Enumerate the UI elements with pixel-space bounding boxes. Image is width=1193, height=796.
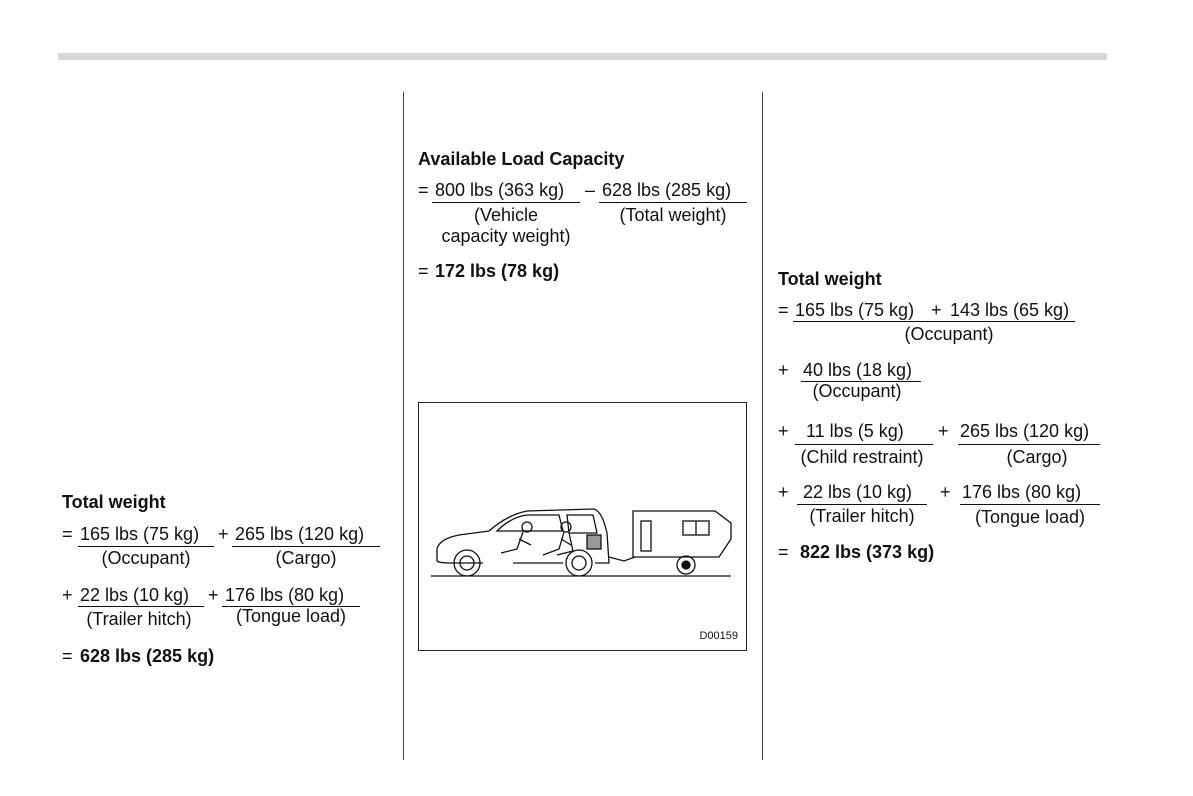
col2-vehicle-capacity-label	[430, 205, 582, 247]
col3-cargo-rule	[958, 444, 1100, 445]
trailer-hitch	[609, 557, 635, 561]
col2-eq-sign: =	[418, 180, 429, 200]
col3-heading: Total weight	[778, 269, 882, 289]
col1-occupant-value: 165 lbs (75 kg)	[80, 524, 200, 544]
col3-tongue-load-value: 176 lbs (80 kg)	[962, 482, 1082, 502]
col2-total-weight-label: (Total weight)	[619, 205, 727, 225]
col3-trailer-hitch-rule	[797, 504, 927, 505]
towing-illustration	[418, 402, 747, 651]
col1-trailer-hitch-label: (Trailer hitch)	[86, 609, 192, 629]
col3-occupant-value-1: 165 lbs (75 kg)	[795, 300, 915, 320]
col1-cargo-label: (Cargo)	[275, 548, 337, 568]
col1-cargo-rule	[232, 546, 380, 547]
col1-cargo-value: 265 lbs (120 kg)	[235, 524, 365, 544]
col3-trailer-hitch-label: (Trailer hitch)	[809, 506, 915, 526]
col2-vehicle-capacity-label-line2: capacity weight)	[441, 226, 571, 246]
col2-total-weight-rule	[599, 202, 747, 203]
rear-wheel	[566, 550, 592, 576]
col3-child-restraint-value: 11 lbs (5 kg)	[806, 421, 904, 441]
col1-eq-sign: =	[62, 524, 73, 544]
col1-trailer-hitch-rule	[78, 606, 204, 607]
col1-tongue-load-label: (Tongue load)	[235, 606, 347, 626]
col1-heading: Total weight	[62, 492, 166, 512]
col1-result-eq: =	[62, 646, 73, 666]
trailer-body	[633, 511, 731, 557]
col2-heading: Available Load Capacity	[418, 149, 625, 169]
col3-occupant-value-3: 40 lbs (18 kg)	[803, 360, 913, 380]
col3-plus-3: +	[778, 421, 789, 441]
col3-cargo-label: (Cargo)	[1006, 447, 1068, 467]
col3-occupant-label: (Occupant)	[904, 324, 994, 344]
page-header-bar	[58, 53, 1107, 60]
col3-trailer-hitch-value: 22 lbs (10 kg)	[803, 482, 913, 502]
rear-seat	[557, 533, 573, 555]
col1-plus-2: +	[62, 585, 73, 605]
col1-plus-3: +	[208, 585, 219, 605]
rear-hub	[572, 556, 586, 570]
col3-child-restraint-rule	[795, 444, 933, 445]
col3-tongue-load-label: (Tongue load)	[974, 507, 1086, 527]
col1-tongue-load-value: 176 lbs (80 kg)	[225, 585, 345, 605]
col3-result-value: 822 lbs (373 kg)	[800, 542, 935, 562]
col2-vehicle-capacity-label-line1: (Vehicle	[473, 205, 539, 225]
col2-vehicle-capacity-value: 800 lbs (363 kg)	[435, 180, 565, 200]
passenger-body	[543, 532, 571, 555]
col3-occupant-label-2: (Occupant)	[812, 381, 902, 401]
col3-plus-2: +	[778, 360, 789, 380]
rear-window	[567, 515, 597, 533]
col3-plus-6: +	[940, 482, 951, 502]
col3-tongue-load-rule	[960, 504, 1100, 505]
figure-code: D00159	[699, 630, 738, 642]
col1-occupant-rule	[78, 546, 214, 547]
col3-plus-4: +	[938, 421, 949, 441]
car-towing-trailer-image	[419, 403, 746, 650]
col1-occupant-label: (Occupant)	[101, 548, 191, 568]
col3-occupant-rule	[793, 321, 1075, 322]
column-divider-left	[403, 92, 404, 760]
col3-occupant-value-2: 143 lbs (65 kg)	[950, 300, 1070, 320]
car-body-outline	[437, 509, 609, 563]
col3-result-eq: =	[778, 542, 789, 562]
col1-plus-1: +	[218, 524, 229, 544]
col2-total-weight-value: 628 lbs (285 kg)	[602, 180, 732, 200]
col3-eq-sign: =	[778, 300, 789, 320]
col3-cargo-value: 265 lbs (120 kg)	[960, 421, 1090, 441]
col3-child-restraint-label: (Child restraint)	[800, 447, 924, 467]
trailer-door	[641, 521, 651, 551]
col2-result-eq: =	[418, 261, 429, 281]
col3-plus-1: +	[931, 300, 942, 320]
trailer-hub	[682, 561, 690, 569]
col2-vehicle-capacity-rule	[432, 202, 580, 203]
col1-result-value: 628 lbs (285 kg)	[80, 646, 215, 666]
driver-body	[501, 532, 531, 553]
col2-result-value: 172 lbs (78 kg)	[435, 261, 560, 281]
col1-trailer-hitch-value: 22 lbs (10 kg)	[80, 585, 190, 605]
col3-plus-5: +	[778, 482, 789, 502]
col2-minus: –	[585, 180, 596, 200]
cargo-box	[587, 535, 601, 549]
column-divider-right	[762, 92, 763, 760]
